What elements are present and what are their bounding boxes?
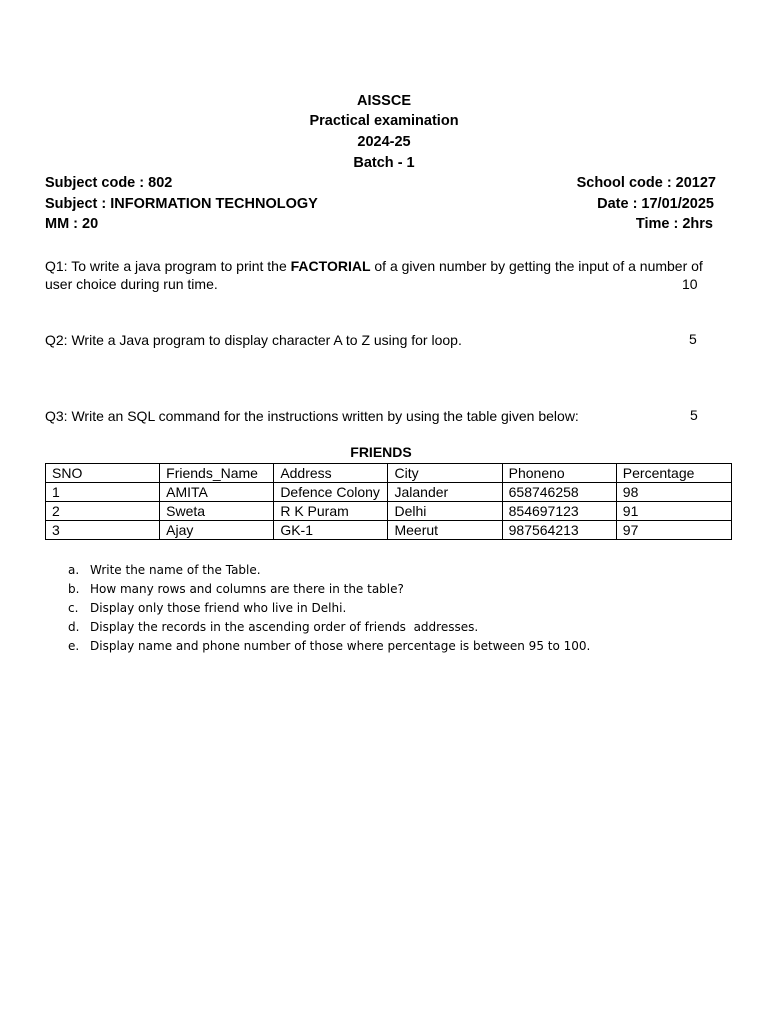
list-item — [68, 618, 590, 637]
list-item-letter: c. — [68, 601, 79, 615]
exam-batch: Batch - 1 — [353, 155, 415, 171]
table-cell: 658746258 — [502, 483, 616, 502]
question-1 — [45, 257, 705, 293]
question-2: Q2: Write a Java program to display character A to Z using for loop. — [45, 332, 462, 348]
table-cell: Jalander — [388, 483, 502, 502]
table-cell: 987564213 — [502, 521, 616, 540]
list-item-letter: b. — [68, 582, 80, 596]
list-item-text: How many rows and columns are there in the table? — [90, 582, 404, 596]
table-cell: 2 — [46, 502, 160, 521]
friends-table — [45, 463, 732, 540]
exam-time: Time : 2hrs — [635, 216, 713, 232]
list-item-letter: a. — [68, 563, 80, 577]
question-1-line1 — [45, 257, 705, 275]
table-header-row — [46, 464, 732, 483]
table-cell: Ajay — [160, 521, 274, 540]
question-1-text-post: of a given number by getting the input of a number of — [370, 258, 703, 274]
subject-code: Subject code : 802 — [45, 175, 173, 191]
table-header-cell: SNO — [46, 464, 160, 483]
table-cell: R K Puram — [274, 502, 388, 521]
list-item — [68, 561, 590, 580]
exam-year: 2024-25 — [357, 134, 411, 150]
list-item-text: Display only those friend who live in Delhi. — [90, 601, 347, 615]
question-1-marks: 10 — [682, 276, 698, 292]
list-item-letter: e. — [68, 639, 80, 653]
question-3: Q3: Write an SQL command for the instructions written by using the table given below: — [45, 408, 579, 424]
table-cell: 1 — [46, 483, 160, 502]
max-marks: MM : 20 — [45, 216, 99, 232]
table-header-cell: Percentage — [616, 464, 731, 483]
table-header-cell: City — [388, 464, 502, 483]
table-title: FRIENDS — [350, 444, 412, 460]
question-3-marks: 5 — [690, 407, 698, 423]
school-code: School code : 20127 — [576, 175, 716, 191]
table-header-cell: Phoneno — [502, 464, 616, 483]
list-item — [68, 637, 591, 656]
table-cell: 98 — [616, 483, 731, 502]
table-header-cell: Address — [274, 464, 388, 483]
table-cell: 97 — [616, 521, 731, 540]
table-cell: GK-1 — [274, 521, 388, 540]
question-2-marks: 5 — [689, 331, 697, 347]
exam-title: AISSCE — [357, 93, 411, 109]
table-cell: Delhi — [388, 502, 502, 521]
subject-name: Subject : INFORMATION TECHNOLOGY — [45, 196, 318, 212]
table-cell: 91 — [616, 502, 731, 521]
table-cell: Defence Colony — [274, 483, 388, 502]
table-row — [46, 483, 732, 502]
question-1-keyword: FACTORIAL — [290, 258, 371, 274]
exam-date: Date : 17/01/2025 — [597, 196, 714, 212]
sql-instructions-list — [45, 561, 590, 656]
list-item-text: Display the records in the ascending order of friends addresses. — [90, 620, 479, 634]
table-cell: Meerut — [388, 521, 502, 540]
list-item-text: Display name and phone number of those where percentage is between 95 to 100. — [90, 639, 591, 653]
table-row — [46, 521, 732, 540]
question-1-text-pre: Q1: To write a java program to print the — [45, 258, 291, 274]
list-item-text: Write the name of the Table. — [90, 563, 261, 577]
list-item-letter: d. — [68, 620, 80, 634]
table-cell: Sweta — [160, 502, 274, 521]
table-header-cell: Friends_Name — [160, 464, 274, 483]
table-cell: AMITA — [160, 483, 274, 502]
table-cell: 3 — [46, 521, 160, 540]
list-item — [68, 599, 590, 618]
table-row — [46, 502, 732, 521]
table-cell: 854697123 — [502, 502, 616, 521]
exam-subtitle: Practical examination — [309, 113, 459, 129]
list-item — [68, 580, 590, 599]
question-1-line2: user choice during run time. — [45, 276, 218, 292]
